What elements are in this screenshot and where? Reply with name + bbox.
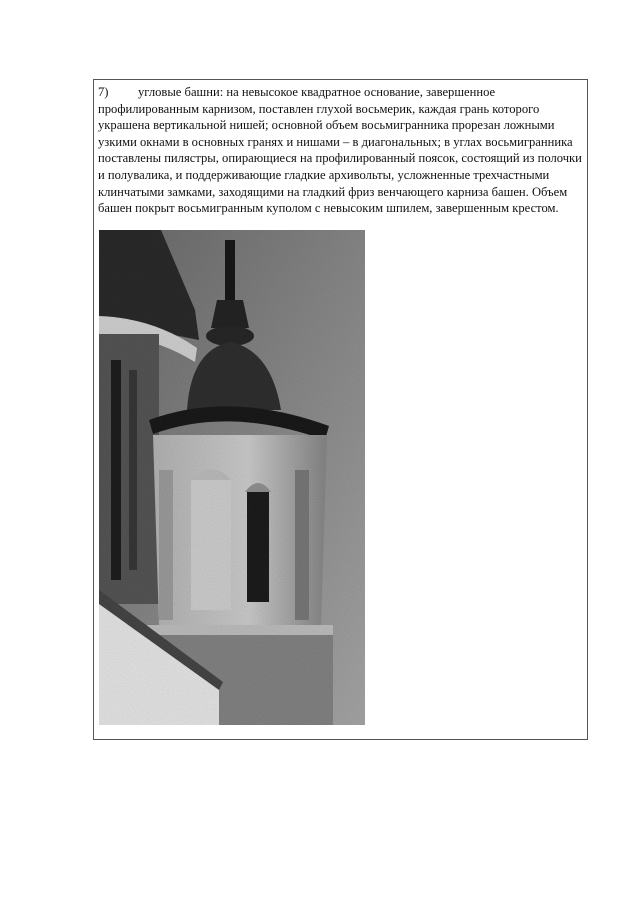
tower-photo [99,230,365,725]
tower-photo-drawing [99,230,365,725]
table-cell [93,79,588,740]
item-number: 7) [98,85,109,99]
item-text: угловые башни: на невысокое квадратное основание, завершенное профилированным карнизом, поставлен глухой восьмерик, каждая грань которого украшена вертикальной нишей; основной объем восьмигранника прорезан ложными узкими окнами в основных гранях и нишами – в диагональных; в углах восьмигранника поставлены пилястры, опирающиеся на профилированный поясок, состоящий из полочки и полувалика, и поддерживающие гладкие архивольты, усложненные трехчастными клинчатыми замками, заходящими на гладкий фриз венчающего карниза башен. Объем башен покрыт восьмигранным куполом с невысоким шпилем, завершенным крестом. [98,85,582,216]
paragraph-item-7 [98,84,584,217]
